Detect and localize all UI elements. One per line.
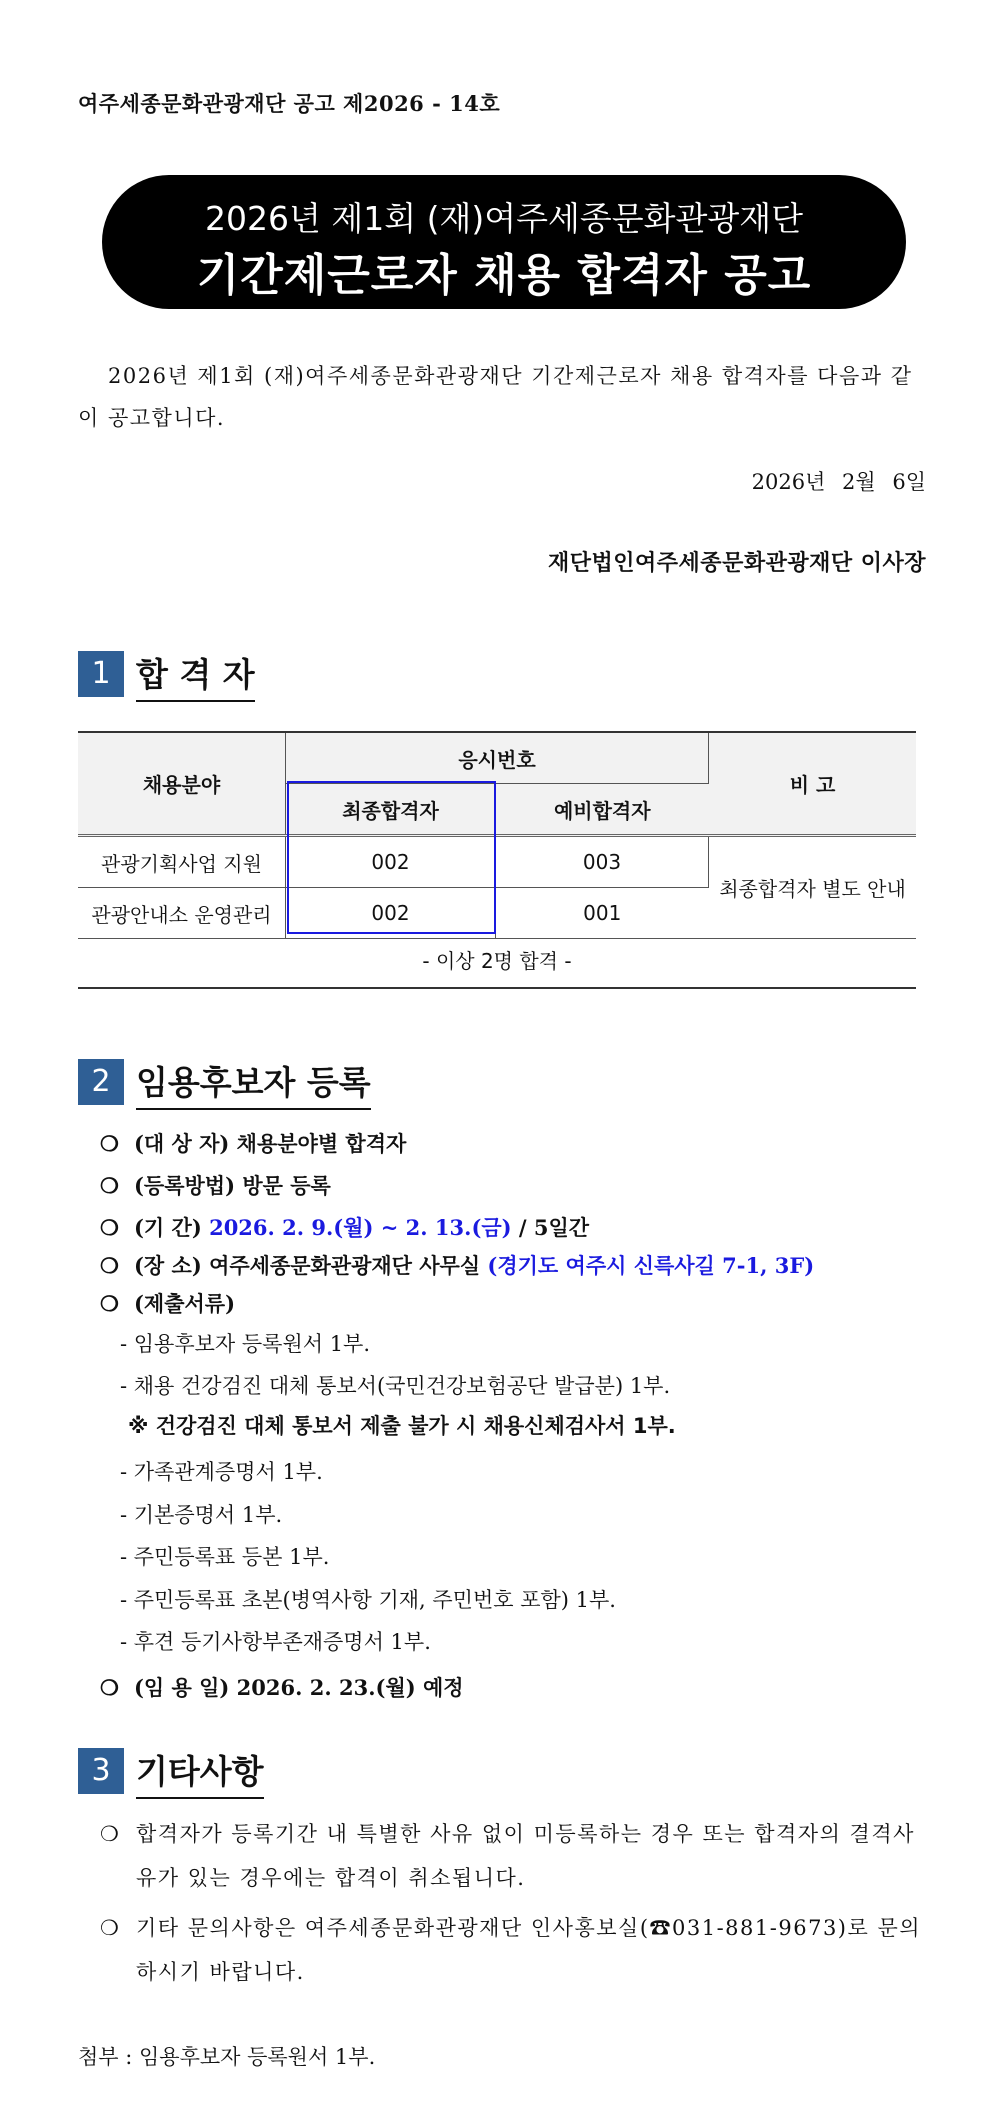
item-label: (대 상 자) <box>134 1131 230 1156</box>
table-row <box>78 836 916 888</box>
doc-item: - 임용후보자 등록원서 1부. <box>120 1332 371 1356</box>
item-value: 여주세종문화관광재단 사무실 <box>209 1253 481 1278</box>
list-item <box>100 1906 928 1994</box>
bullet-icon: ❍ <box>100 1291 119 1316</box>
item-method <box>100 1170 331 1200</box>
section-title: 임용후보자 등록 <box>136 1057 371 1110</box>
doc-item: - 주민등록표 등본 1부. <box>120 1545 330 1569</box>
header-reserve: 예비합격자 <box>496 784 709 836</box>
doc-item: - 후견 등기사항부존재증명서 1부. <box>120 1630 431 1654</box>
title-line-2: 기간제근로자 채용 합격자 공고 <box>196 250 812 301</box>
item-label: (제출서류) <box>134 1291 236 1316</box>
issuer-name: 재단법인여주세종문화관광재단 이사장 <box>548 550 926 576</box>
item-value: 2026. 2. 23.(월) 예정 <box>236 1675 464 1700</box>
section-title: 합 격 자 <box>136 649 255 702</box>
attachment-note: 첨부 : 임용후보자 등록원서 1부. <box>78 2045 376 2069</box>
list-item <box>100 1812 928 1900</box>
cell-final: 002 <box>286 836 496 888</box>
title-banner <box>102 175 906 309</box>
cell-reserve: 001 <box>496 888 709 939</box>
bullet-icon: ❍ <box>100 1675 119 1700</box>
cell-final: 002 <box>286 888 496 939</box>
bullet-icon: ❍ <box>100 1131 119 1156</box>
doc-item: - 기본증명서 1부. <box>120 1503 283 1527</box>
item-label: (장 소) <box>134 1253 202 1278</box>
notice-date: 2026년 2월 6일 <box>751 470 926 494</box>
bullet-icon: ❍ <box>100 1253 119 1278</box>
header-field: 채용분야 <box>78 732 286 836</box>
doc-item: - 주민등록표 초본(병역사항 기재, 주민번호 포함) 1부. <box>120 1588 616 1612</box>
list-item-text: 기타 문의사항은 여주세종문화관광재단 인사홍보실(☎031-881-9673)로 문의하시기 바랍니다. <box>136 1916 922 1984</box>
title-line-1: 2026년 제1회 (재)여주세종문화관광재단 <box>205 199 803 238</box>
item-appointment <box>100 1672 464 1702</box>
section-number: 3 <box>78 1748 124 1794</box>
item-label: (임 용 일) <box>134 1675 230 1700</box>
item-period <box>100 1212 589 1242</box>
doc-note: ※ 건강검진 대체 통보서 제출 불가 시 채용신체검사서 1부. <box>128 1414 676 1438</box>
header-remarks: 비 고 <box>709 732 917 836</box>
item-label: (등록방법) <box>134 1173 236 1198</box>
cell-reserve: 003 <box>496 836 709 888</box>
section-title: 기타사항 <box>136 1746 264 1799</box>
cell-remarks: 최종합격자 별도 안내 <box>709 836 917 939</box>
cell-field: 관광안내소 운영관리 <box>78 888 286 939</box>
item-address: (경기도 여주시 신륵사길 7-1, 3F) <box>487 1253 815 1278</box>
bullet-icon: ❍ <box>100 1173 119 1198</box>
doc-item: - 가족관계증명서 1부. <box>120 1460 323 1484</box>
table-footer: - 이상 2명 합격 - <box>78 935 916 989</box>
notice-number: 여주세종문화관광재단 공고 제2026 - 14호 <box>78 91 501 116</box>
item-value: 방문 등록 <box>242 1173 331 1198</box>
item-docs <box>100 1288 235 1318</box>
list-item-text: 합격자가 등록기간 내 특별한 사유 없이 미등록하는 경우 또는 합격자의 결격사유가 있는 경우에는 합격이 취소됩니다. <box>136 1822 915 1890</box>
section-number: 1 <box>78 651 124 697</box>
doc-item: - 채용 건강검진 대체 통보서(국민건강보험공단 발급분) 1부. <box>120 1374 671 1398</box>
bullet-icon: ❍ <box>100 1215 119 1240</box>
bullet-icon: ❍ <box>100 1916 121 1940</box>
header-exam-no: 응시번호 <box>286 732 709 784</box>
bullet-icon: ❍ <box>100 1822 121 1846</box>
item-suffix: / 5일간 <box>518 1215 590 1240</box>
item-target <box>100 1128 406 1158</box>
section-number: 2 <box>78 1059 124 1105</box>
cell-field: 관광기획사업 지원 <box>78 836 286 888</box>
results-table <box>78 731 916 939</box>
item-value: 채용분야별 합격자 <box>236 1131 407 1156</box>
item-place <box>100 1250 814 1280</box>
header-final: 최종합격자 <box>286 784 496 836</box>
item-value: 2026. 2. 9.(월) ~ 2. 13.(금) <box>209 1215 512 1240</box>
intro-paragraph: 2026년 제1회 (재)여주세종문화관광재단 기간제근로자 채용 합격자를 다음과 같이 공고합니다. <box>78 364 913 430</box>
item-label: (기 간) <box>134 1215 202 1240</box>
